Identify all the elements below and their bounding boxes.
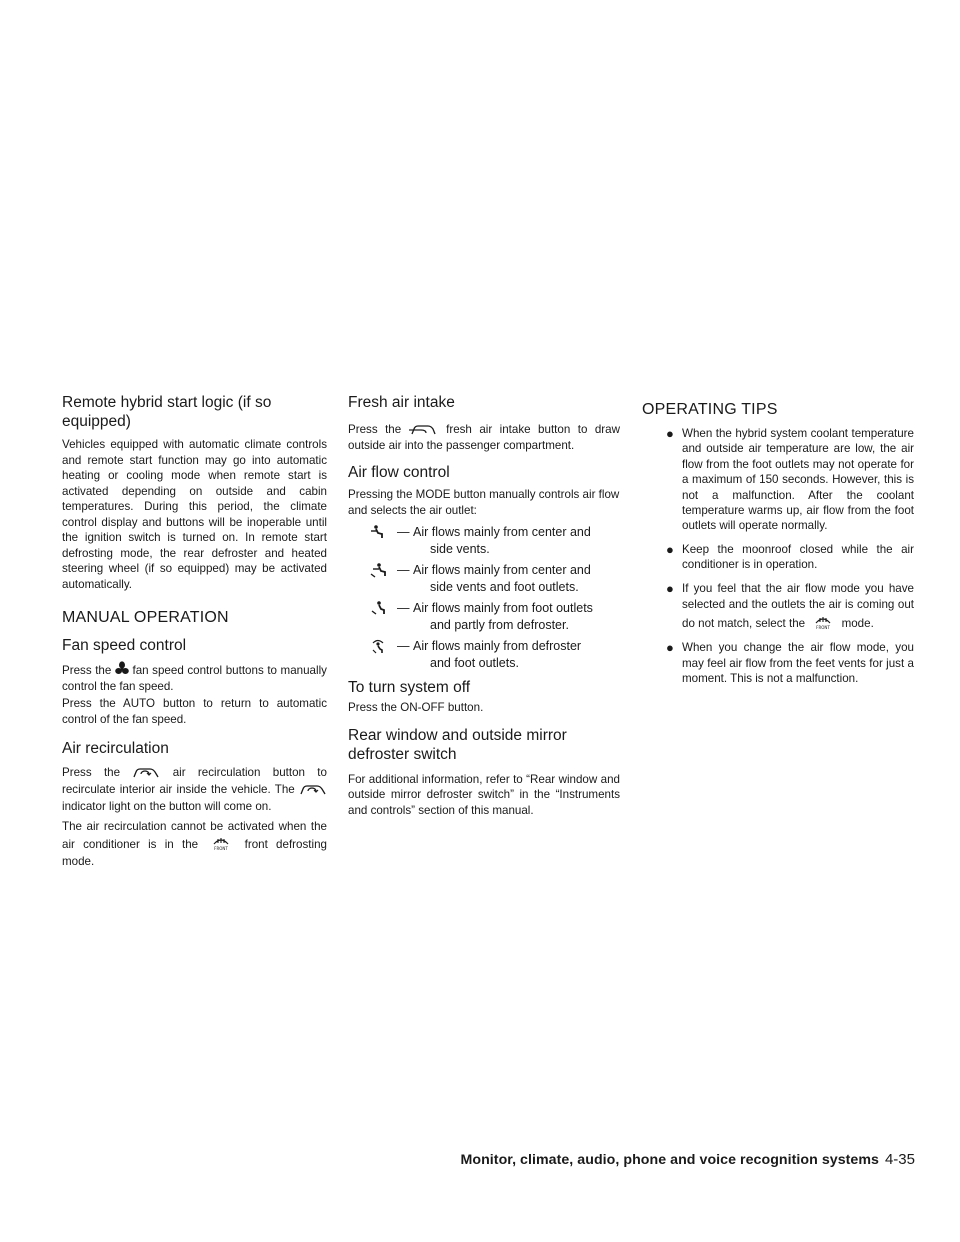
- recirc-defrost-text-b: front defrosting mode.: [62, 838, 327, 868]
- heading-rear-defroster: Rear window and outside mirror defroster switch: [348, 726, 567, 763]
- front-defrost-icon: [206, 835, 236, 851]
- svg-text:FRONT: FRONT: [816, 624, 831, 630]
- defrost-foot-mode-icon: [348, 638, 397, 659]
- list-item: ● Keep the moonroof closed while the air conditioner is in operation.: [666, 541, 914, 572]
- mode-description: Air flows mainly from center and side vents.: [413, 525, 591, 556]
- mode-description: Air flows mainly from center and side vents and foot outlets.: [413, 563, 591, 594]
- foot-mode-icon: [348, 600, 397, 621]
- fan-text-a: Press the: [62, 664, 112, 677]
- paragraph-turn-off: Press the ON-OFF button.: [348, 701, 484, 714]
- tips-list: [642, 426, 914, 686]
- fresh-text-b: fresh air intake button to draw outside air into the passenger compartment.: [348, 423, 620, 452]
- paragraph-fan-speed: [62, 661, 327, 694]
- recirculation-icon: [132, 765, 160, 779]
- page-footer: [455, 1151, 915, 1169]
- recirc-text-b: air recirculation button to recirculate interior air inside the vehicle. The: [62, 766, 327, 796]
- paragraph-remote-start: Vehicles equipped with automatic climate controls and remote start function may go into automatic heating or cooling mode when remote start is activated depending on outside and cabin temperatures. During this period, the climate control display and buttons will be inoperable until the ignition switch is turned on. In remote start defrosting mode, the rear defroster and heated steering wheel (if so equipped) may be activated automatically.: [62, 438, 327, 591]
- vent-mode-icon: [348, 524, 397, 545]
- column-left: [62, 393, 327, 870]
- heading-air-recirculation: Air recirculation: [62, 740, 169, 757]
- mode-dash: —: [397, 563, 410, 577]
- bullet: ●: [666, 541, 674, 557]
- fan-icon: [115, 661, 129, 677]
- heading-remote-hybrid-start: Remote hybrid start logic (if so equipped): [62, 394, 272, 430]
- mode-description: Air flows mainly from foot outlets and partly from defroster.: [413, 601, 593, 632]
- fresh-text-a: Press the: [348, 423, 402, 436]
- paragraph-fresh-air: [348, 422, 620, 453]
- page-number: 4-35: [884, 1151, 915, 1168]
- paragraph-fan-auto: Press the AUTO button to return to automatic control of the fan speed.: [62, 697, 327, 726]
- heading-manual-operation: MANUAL OPERATION: [62, 609, 229, 626]
- bullet: ●: [666, 640, 674, 656]
- mode-dash: —: [397, 601, 410, 615]
- mode-row-defrost-foot: [348, 638, 620, 672]
- footer-section-title: Monitor, climate, audio, phone and voice recognition systems: [460, 1152, 879, 1168]
- recirc-defrost-text-a: The air recirculation cannot be activated when the air conditioner is in the: [62, 820, 327, 851]
- recirc-text-c: indicator light on the button will come on.: [62, 800, 272, 813]
- mode-row-vent: [348, 524, 620, 558]
- recirc-text-a: Press the: [62, 766, 121, 779]
- list-item: ● If you feel that the air flow mode you have selected and the outlets the air is coming out do not match, select the FRONT mode.: [666, 580, 914, 630]
- paragraph-recirc-defrost: [62, 818, 327, 870]
- mode-row-bilevel: [348, 562, 620, 596]
- heading-fan-speed: Fan speed control: [62, 637, 187, 654]
- fan-text-b: fan speed control buttons to manually control the fan speed.: [62, 664, 327, 693]
- front-defrost-icon: [808, 614, 838, 630]
- heading-turn-off: To turn system off: [348, 679, 471, 696]
- mode-description: Air flows mainly from defroster and foot outlets.: [413, 639, 582, 670]
- paragraph-recirculation: [62, 764, 327, 815]
- mode-row-foot: [348, 600, 620, 634]
- list-item: ● When you change the air flow mode, you may feel air flow from the feet vents for just a moment. This is not a malfunction.: [666, 640, 914, 685]
- paragraph-rear-defroster: For additional information, refer to “Rear window and outside mirror defroster switch” in the “Instruments and controls” section of this manual.: [348, 772, 620, 817]
- mode-dash: —: [397, 525, 410, 539]
- column-middle: [348, 393, 620, 818]
- paragraph-air-flow: Pressing the MODE button manually controls air flow and selects the air outlet:: [348, 488, 620, 517]
- heading-air-flow: Air flow control: [348, 464, 450, 481]
- recirculation-indicator-icon: [299, 782, 327, 796]
- heading-operating-tips: OPERATING TIPS: [642, 401, 778, 418]
- fresh-air-icon: [409, 422, 439, 436]
- svg-text:FRONT: FRONT: [214, 846, 229, 851]
- column-right: [642, 393, 914, 694]
- bilevel-mode-icon: [348, 562, 397, 583]
- list-item: ● When the hybrid system coolant temperature and outside air temperature are low, the air flow from the foot outlets may not operate for a maximum of 150 seconds. However, this is not a malfunction. After the coolant temperature warms up, air flow from the foot outlets will operate normally.: [666, 426, 914, 533]
- bullet: ●: [666, 580, 674, 596]
- bullet: ●: [666, 426, 674, 441]
- heading-fresh-air: Fresh air intake: [348, 394, 455, 411]
- mode-dash: —: [397, 639, 410, 653]
